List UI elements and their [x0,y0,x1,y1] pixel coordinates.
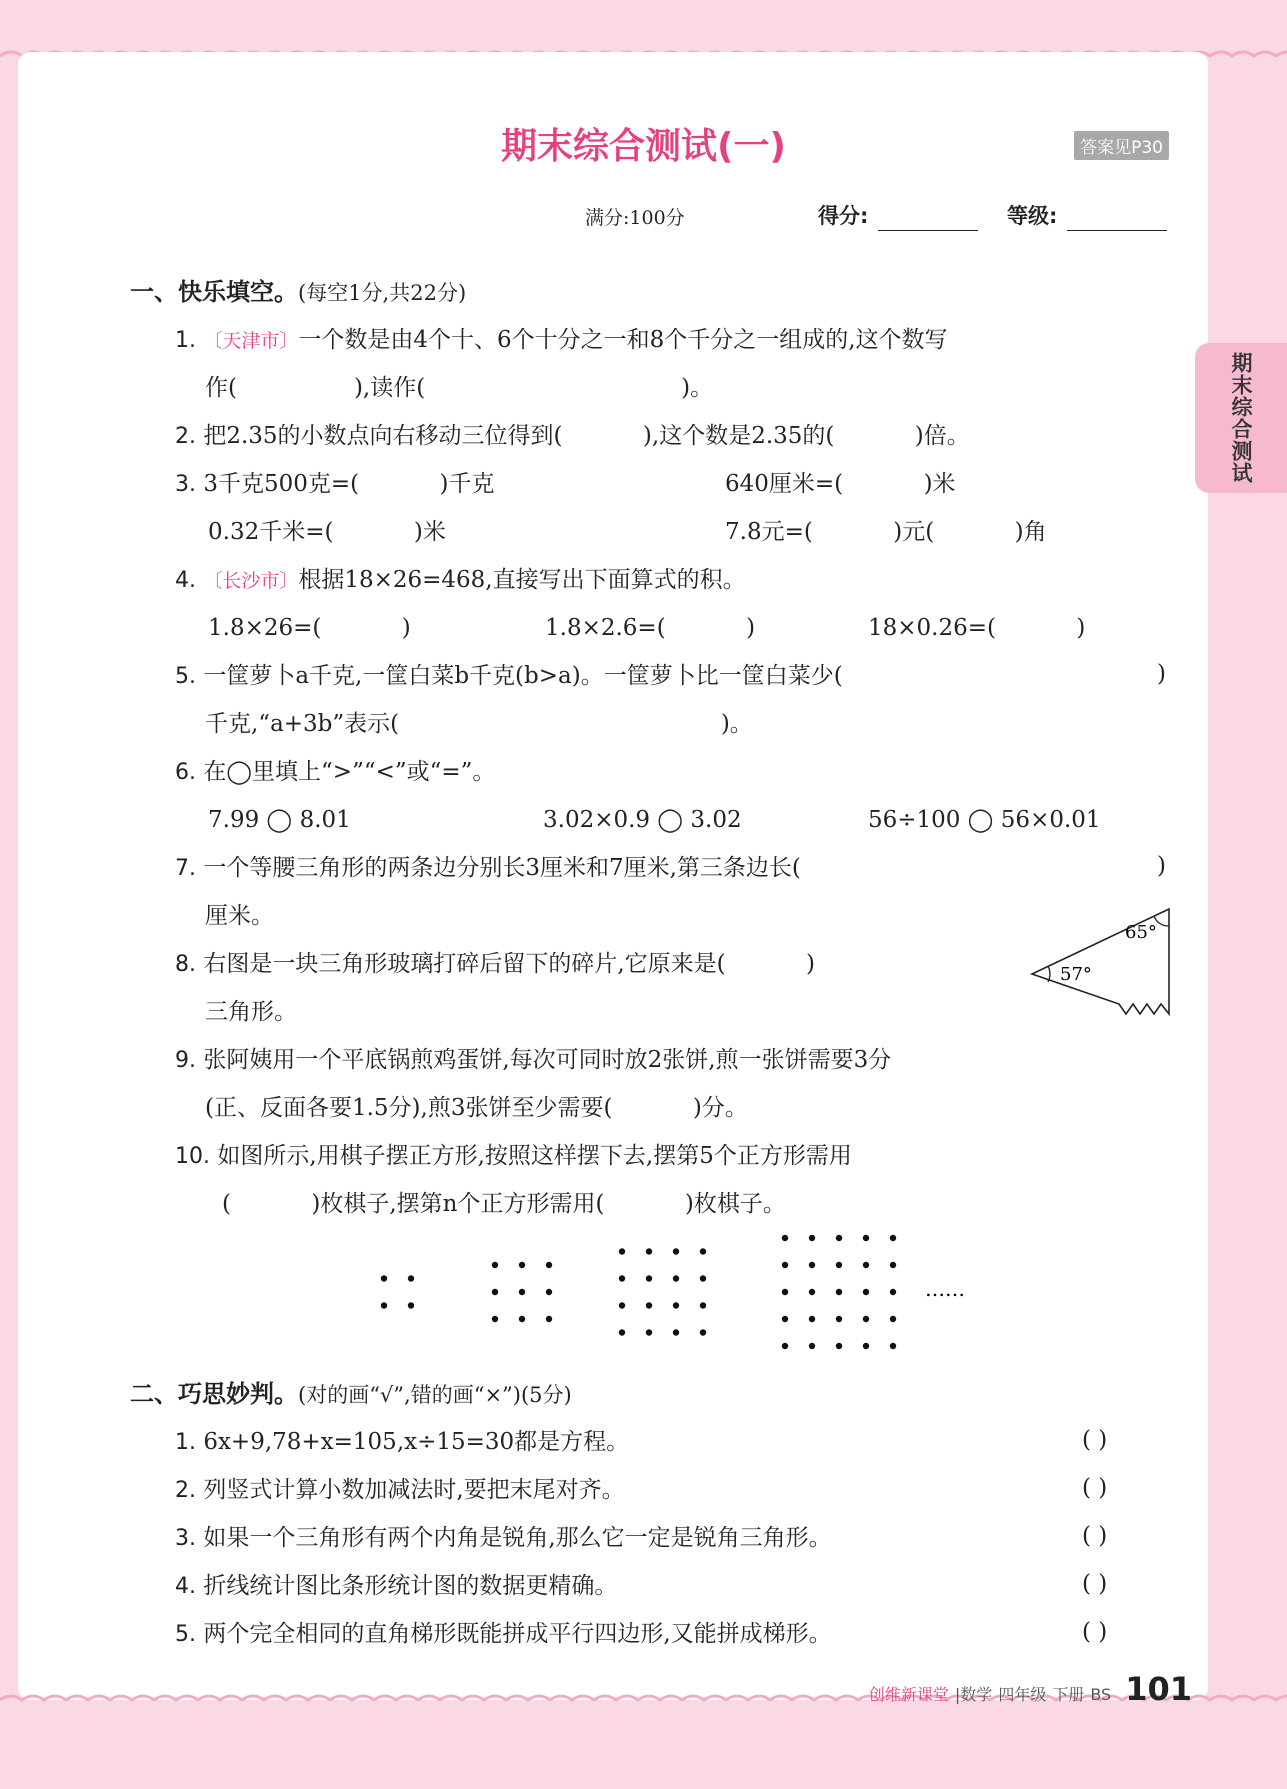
q6-a[interactable]: 7.99 ◯ 8.01 [208,807,351,833]
page-footer [869,1670,1192,1708]
page-title: 期末综合测试(一) [501,126,786,167]
q2-line[interactable]: 2. 把2.35的小数点向右移动三位得到( ),这个数是2.35的( )倍。 [175,423,970,449]
footer-edition: BS [1090,1685,1112,1704]
chess-dot-square4-r4c3 [836,1316,842,1322]
chess-dot-square4-r1c1 [782,1235,788,1241]
q5-close-paren: ) [1157,661,1166,687]
judge-item-3: 3. 如果一个三角形有两个内角是锐角,那么它一定是锐角三角形。 [175,1525,832,1551]
judge-item-5-answer[interactable]: ( ) [1082,1619,1108,1645]
chess-dot-square4-r3c2 [809,1289,815,1295]
footer-volume: 下册 [1052,1685,1085,1704]
chess-dot-square2-r1c2 [519,1262,525,1268]
chess-dot-square4-r3c3 [836,1289,842,1295]
chess-dot-square4-r2c4 [863,1262,869,1268]
chess-dot-square4-r5c4 [863,1343,869,1349]
chess-dot-square4-r5c1 [782,1343,788,1349]
judge-item-3-answer[interactable]: ( ) [1082,1523,1108,1549]
chess-dot-square4-r2c1 [782,1262,788,1268]
chess-dot-square3-r3c3 [673,1302,679,1308]
answer-reference-badge: 答案见P30 [1074,131,1169,160]
chess-dot-square4-r4c1 [782,1316,788,1322]
chess-dot-square4-r1c3 [836,1235,842,1241]
chess-dot-square4-r2c5 [890,1262,896,1268]
chess-dot-square4-r4c2 [809,1316,815,1322]
chess-dot-square1-r2c2 [408,1302,414,1308]
chess-dot-square2-r2c2 [519,1289,525,1295]
page-number: 101 [1125,1670,1192,1708]
q1-line2[interactable]: 作( ),读作( )。 [205,375,714,401]
score-label: 得分: [818,204,869,228]
q8-line1[interactable]: 8. 右图是一块三角形玻璃打碎后留下的碎片,它原来是( ) [175,951,815,977]
chess-dot-square2-r1c1 [492,1262,498,1268]
chess-dot-square2-r3c1 [492,1316,498,1322]
q8-line2: 三角形。 [205,999,297,1025]
q4-a[interactable]: 1.8×26=( ) [208,615,411,641]
chess-dot-square4-r4c5 [890,1316,896,1322]
full-score: 满分:100分 [585,207,685,229]
chess-dot-square1-r1c2 [408,1275,414,1281]
chess-dot-square4-r2c2 [809,1262,815,1268]
chess-dot-square3-r1c2 [646,1248,652,1254]
angle-65-label: 65° [1125,922,1157,943]
broken-triangle-figure [1028,904,1173,1022]
chess-dot-square3-r3c2 [646,1302,652,1308]
chess-dot-square3-r2c3 [673,1275,679,1281]
score-line [585,200,1170,234]
judge-item-1: 1. 6x+9,78+x=105,x÷15=30都是方程。 [175,1429,630,1455]
chess-dot-square4-r1c4 [863,1235,869,1241]
judge-item-4: 4. 折线统计图比条形统计图的数据更精确。 [175,1573,618,1599]
chess-dot-square3-r3c1 [619,1302,625,1308]
side-tab-label: 期末综合测试 [1229,352,1253,484]
angle-57-label: 57° [1060,964,1092,985]
q4-c[interactable]: 18×0.26=( ) [868,615,1086,641]
chess-dot-square2-r1c3 [546,1262,552,1268]
pattern-ellipsis: …… [925,1277,965,1301]
q6-line1: 6. 在◯里填上“>”“<”或“=”。 [175,759,496,785]
chess-dot-square4-r1c5 [890,1235,896,1241]
chess-dot-square3-r1c1 [619,1248,625,1254]
chess-dot-square3-r4c2 [646,1329,652,1335]
grade-blank[interactable] [1067,230,1167,231]
grade-label: 等级: [1007,204,1058,228]
section2-heading: 二、巧思妙判。(对的画“√”,错的画“×”)(5分) [130,1380,572,1408]
q7-line1[interactable]: 7. 一个等腰三角形的两条边分别长3厘米和7厘米,第三条边长( [175,855,801,881]
chess-dot-square3-r1c3 [673,1248,679,1254]
footer-subject: |数学 [954,1685,993,1704]
section1-heading: 一、快乐填空。(每空1分,共22分) [130,278,467,306]
chess-dot-square2-r2c3 [546,1289,552,1295]
q5-line1[interactable]: 5. 一筐萝卜a千克,一筐白菜b千克(b>a)。一筐萝卜比一筐白菜少( [175,663,843,689]
chess-dot-square2-r3c3 [546,1316,552,1322]
chess-dot-square3-r1c4 [700,1248,706,1254]
q5-line2[interactable]: 千克,“a+3b”表示( )。 [205,711,753,737]
q1-line1: 1. 〔天津市〕一个数是由4个十、6个十分之一和8个千分之一组成的,这个数写 [175,327,948,353]
q9-line2[interactable]: (正、反面各要1.5分),煎3张饼至少需要( )分。 [205,1095,748,1121]
chess-dot-square4-r5c2 [809,1343,815,1349]
judge-item-5: 5. 两个完全相同的直角梯形既能拼成平行四边形,又能拼成梯形。 [175,1621,832,1647]
chess-dot-square4-r5c5 [890,1343,896,1349]
judge-item-1-answer[interactable]: ( ) [1082,1427,1108,1453]
q7-line2: 厘米。 [205,903,274,929]
chess-dot-square4-r5c3 [836,1343,842,1349]
chess-dot-square4-r1c2 [809,1235,815,1241]
chess-dot-square1-r1c1 [381,1275,387,1281]
chess-dot-square4-r4c4 [863,1316,869,1322]
judge-item-4-answer[interactable]: ( ) [1082,1571,1108,1597]
chess-dot-square3-r2c4 [700,1275,706,1281]
side-tab [1195,343,1287,493]
footer-grade: 四年级 [998,1685,1047,1704]
q9-line1: 9. 张阿姨用一个平底锅煎鸡蛋饼,每次可同时放2张饼,煎一张饼需要3分 [175,1047,892,1073]
chess-dot-square4-r3c5 [890,1289,896,1295]
chess-dot-square2-r3c2 [519,1316,525,1322]
chess-piece-squares-figure [360,1226,980,1356]
chess-dot-square3-r4c4 [700,1329,706,1335]
q6-b[interactable]: 3.02×0.9 ◯ 3.02 [543,807,742,833]
chess-dot-square2-r2c1 [492,1289,498,1295]
chess-dot-square4-r2c3 [836,1262,842,1268]
judge-item-2-answer[interactable]: ( ) [1082,1475,1108,1501]
chess-dot-square3-r4c1 [619,1329,625,1335]
q3-c[interactable]: 0.32千米=( )米 [208,519,446,545]
q10-line1: 10. 如图所示,用棋子摆正方形,按照这样摆下去,摆第5个正方形需用 [175,1143,852,1169]
q4-b[interactable]: 1.8×2.6=( ) [545,615,756,641]
footer-brand: 创维新课堂 [868,1685,949,1704]
q6-c[interactable]: 56÷100 ◯ 56×0.01 [868,807,1101,833]
chess-dot-square3-r2c1 [619,1275,625,1281]
chess-dot-square1-r2c1 [381,1302,387,1308]
score-blank[interactable] [878,230,978,231]
q10-line2[interactable]: ( )枚棋子,摆第n个正方形需用( )枚棋子。 [222,1191,786,1217]
q3-line1[interactable]: 3. 3千克500克=( )千克 [175,471,495,497]
judge-item-2: 2. 列竖式计算小数加减法时,要把末尾对齐。 [175,1477,625,1503]
chess-dot-square4-r3c1 [782,1289,788,1295]
chess-dot-square3-r3c4 [700,1302,706,1308]
chess-dot-square3-r2c2 [646,1275,652,1281]
q4-line1: 4. 〔长沙市〕根据18×26=468,直接写出下面算式的积。 [175,567,746,593]
q3-d[interactable]: 7.8元=( )元( )角 [725,519,1047,545]
q7-close-paren: ) [1157,853,1166,879]
chess-dot-square4-r3c4 [863,1289,869,1295]
chess-dot-square3-r4c3 [673,1329,679,1335]
q3-b[interactable]: 640厘米=( )米 [725,471,956,497]
